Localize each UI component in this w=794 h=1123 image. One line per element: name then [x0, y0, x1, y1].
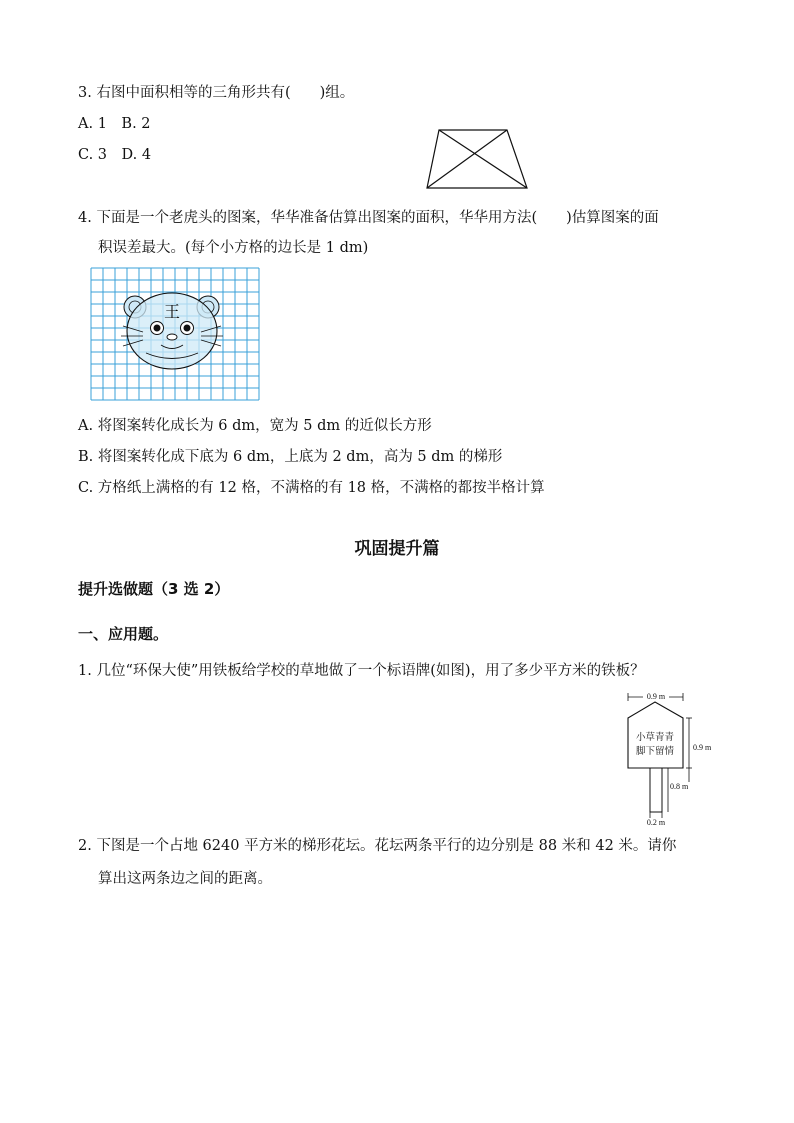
- dim-post-label: 0.8 m: [670, 782, 689, 791]
- sign-board-figure: [615, 688, 725, 828]
- q4-option-b: B. 将图案转化成下底为 6 dm，上底为 2 dm，高为 5 dm 的梯形: [78, 449, 503, 465]
- q4-stem-line1: 4. 下面是一个老虎头的图案，华华准备估算出图案的面积，华华用方法( )估算图案的面: [78, 210, 659, 226]
- q3-trapezoid-figure: [420, 125, 535, 195]
- app1-stem: 1. 几位“环保大使”用铁板给学校的草地做了一个标语牌(如图)，用了多少平方米的铁板？: [78, 663, 645, 679]
- app2-stem-line2: 算出这两条边之间的距离。: [98, 871, 272, 887]
- q4-stem-line2: 积误差最大。(每个小方格的边长是 1 dm): [98, 240, 369, 256]
- tiger-forehead-text: 王: [163, 302, 181, 321]
- q4-option-c: C. 方格纸上满格的有 12 格，不满格的有 18 格，不满格的都按半格计算: [78, 480, 545, 496]
- dim-right-label: 0.9 m: [693, 743, 712, 752]
- section-subtitle: 提升选做题（3 选 2）: [78, 580, 230, 598]
- section-title: 巩固提升篇: [354, 539, 440, 559]
- q3-options-ab: A. 1 B. 2: [78, 116, 151, 132]
- q3-stem: 3. 右图中面积相等的三角形共有( )组。: [78, 85, 355, 101]
- q4-option-a: A. 将图案转化成长为 6 dm，宽为 5 dm 的近似长方形: [78, 418, 432, 434]
- part-heading: 一、应用题。: [78, 625, 169, 643]
- dim-bottom-label: 0.2 m: [646, 818, 666, 827]
- tiger-head-icon: [121, 293, 223, 369]
- tiger-grid-figure: [91, 268, 259, 402]
- sign-line2: 脚下留情: [635, 746, 675, 757]
- q3-options-cd: C. 3 D. 4: [78, 147, 152, 163]
- sign-line1: 小草青青: [635, 732, 675, 743]
- dim-top-label: 0.9 m: [646, 692, 666, 701]
- app2-stem-line1: 2. 下图是一个占地 6240 平方米的梯形花坛。花坛两条平行的边分别是 88 米和 42 米。请你: [78, 838, 677, 854]
